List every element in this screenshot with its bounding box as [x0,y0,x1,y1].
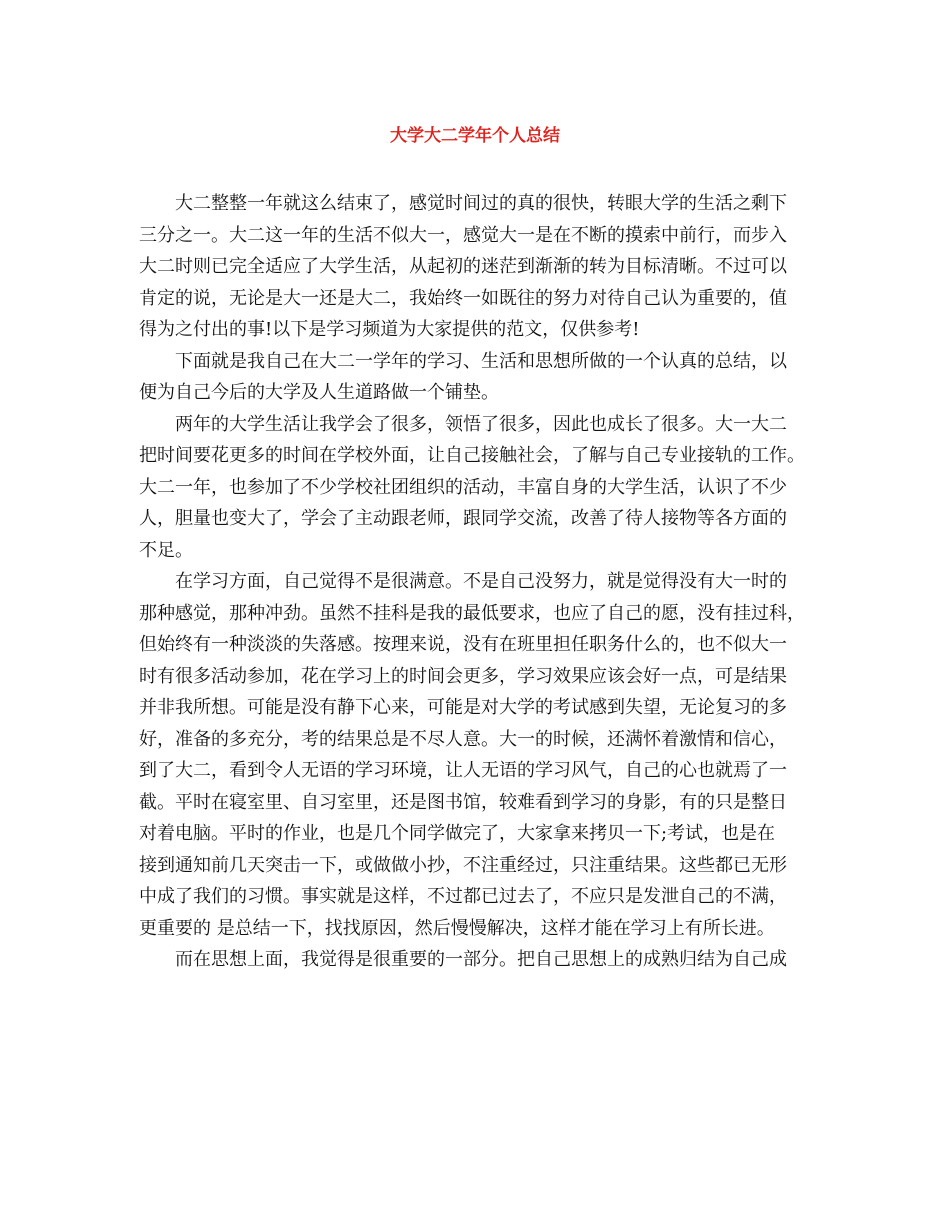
paragraph-line: 那种感觉，那种冲劲。虽然不挂科是我的最低要求，也应了自己的愿，没有挂过科， [139,602,805,624]
paragraph-line: 大二时则已完全适应了大学生活，从起初的迷茫到渐渐的转为目标清晰。不过可以 [139,256,787,277]
paragraph-line: 但始终有一种淡淡的失落感。按理来说，没有在班里担任职务什么的，也不似大一 [139,634,787,655]
paragraph-line: 不足。 [139,539,193,561]
paragraph-line: 好，准备的多充分，考的结果总是不尽人意。大一的时候，还满怀着激情和信心， [139,728,787,750]
paragraph-line: 接到通知前几天突击一下，或做做小抄，不注重经过，只注重结果。这些都已无形 [139,854,787,876]
document-title: 大学大二学年个人总结 [390,126,560,146]
paragraph-first-line: 而在思想上面，我觉得是很重要的一部分。把自己思想上的成熟归结为自己成 [175,949,787,970]
paragraph-line: 得为之付出的事!以下是学习频道为大家提供的范文，仅供参考! [139,319,640,340]
paragraph-first-line: 在学习方面，自己觉得不是很满意。不是自己没努力，就是觉得没有大一时的 [175,571,787,592]
paragraph-first-line: 下面就是我自己在大二一学年的学习、生活和思想所做的一个认真的总结，以 [175,350,787,372]
paragraph-line: 肯定的说，无论是大一还是大二，我始终一如既往的努力对待自己认为重要的，值 [139,287,787,309]
paragraph-line: 到了大二，看到令人无语的学习环境，让人无语的学习风气，自己的心也就焉了一 [139,760,787,781]
paragraph-line: 人，胆量也变大了，学会了主动跟老师，跟同学交流，改善了待人接物等各方面的 [139,508,787,529]
paragraph-first-line: 大二整整一年就这么结束了，感觉时间过的真的很快，转眼大学的生活之剩下 [175,193,787,214]
paragraph-first-line: 两年的大学生活让我学会了很多，领悟了很多，因此也成长了很多。大一大二 [175,413,787,435]
paragraph-line: 便为自己今后的大学及人生道路做一个铺垫。 [139,382,499,403]
paragraph-line: 时有很多活动参加，花在学习上的时间会更多，学习效果应该会好一点，可是结果 [139,665,787,687]
paragraph-line: 三分之一。大二这一年的生活不似大一，感觉大一是在不断的摸索中前行，而步入 [139,224,787,246]
paragraph-line: 把时间要花更多的时间在学校外面，让自己接触社会，了解与自己专业接轨的工作。 [139,445,805,466]
paragraph-line: 截。平时在寝室里、自习室里，还是图书馆，较难看到学习的身影，有的只是整日 [139,791,787,813]
paragraph-line: 对着电脑。平时的作业，也是几个同学做完了，大家拿来拷贝一下;考试，也是在 [139,823,776,844]
paragraph-line: 中成了我们的习惯。事实就是这样，不过都已过去了，不应只是发泄自己的不满， [139,886,787,907]
document-body [139,188,819,976]
paragraph-line: 更重要的 是总结一下，找找原因，然后慢慢解决，这样才能在学习上有所长进。 [139,917,775,939]
paragraph-line: 大二一年，也参加了不少学校社团组织的活动，丰富自身的大学生活，认识了不少 [139,476,787,498]
paragraph-line: 并非我所想。可能是没有静下心来，可能是对大学的考试感到失望，无论复习的多 [139,697,787,718]
